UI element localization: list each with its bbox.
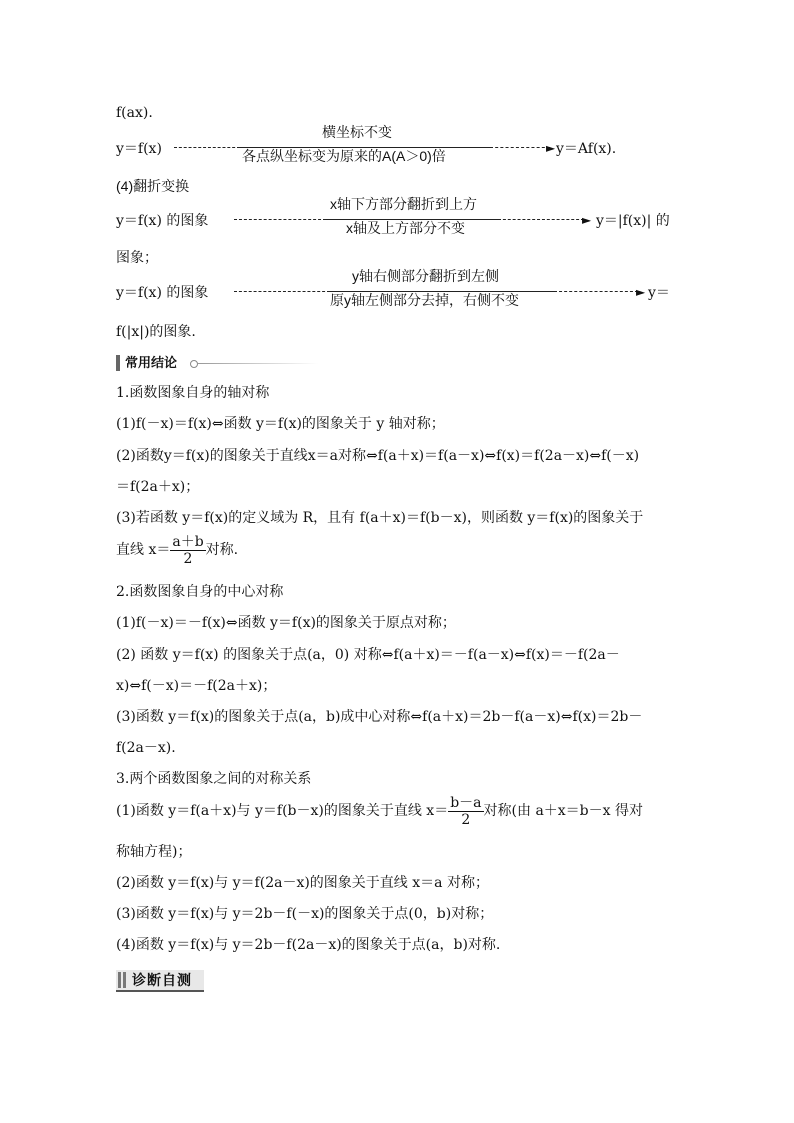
fraction-numerator: a＋b bbox=[172, 533, 204, 550]
row1-left: y＝f(x) bbox=[116, 141, 162, 157]
c3-item1a-post: 对称(由 a＋x＝b－x 得对 bbox=[483, 803, 643, 819]
c2-item3b: f(2a－x). bbox=[116, 740, 176, 756]
fade-rule bbox=[198, 363, 318, 364]
dashed-line bbox=[234, 291, 330, 292]
section-header bbox=[116, 354, 336, 372]
row3-right: y＝ bbox=[648, 285, 670, 301]
row2-condition-top: x轴下方部分翻折到上方 bbox=[330, 196, 477, 212]
transform-row-stretch bbox=[116, 126, 676, 170]
fraction bbox=[448, 795, 483, 828]
arrow-head-icon: ► bbox=[582, 213, 592, 227]
c3-item3: (3)函数 y＝f(x)与 y＝2b－f(－x)的图象关于点(0，b)对称； bbox=[116, 906, 494, 922]
row3-left: y＝f(x) 的图象 bbox=[116, 285, 209, 301]
fraction bbox=[170, 534, 205, 567]
c1-item1: (1)f(－x)＝f(x)⇔函数 y＝f(x)的图象关于 y 轴对称； bbox=[116, 416, 445, 432]
section-bar-icon bbox=[116, 355, 120, 371]
arrow-head-icon: ► bbox=[636, 285, 646, 299]
row3-condition-top: y轴右侧部分翻折到左侧 bbox=[352, 268, 499, 284]
c1-item3b-pre: 直线 x＝ bbox=[116, 542, 171, 558]
c3-title: 3.两个函数图象之间的对称关系 bbox=[116, 771, 312, 787]
c1-item2a: (2)函数y＝f(x)的图象关于直线x＝a对称⇔f(a＋x)＝f(a－x)⇔f(x)＝f(2a－x)⇔f(－x) bbox=[116, 448, 640, 464]
c3-item2: (2)函数 y＝f(x)与 y＝f(2a－x)的图象关于直线 x＝a 对称； bbox=[116, 875, 489, 891]
row2-right: y＝|f(x)| 的 bbox=[596, 213, 670, 229]
stripe-icon bbox=[118, 972, 121, 988]
row1-condition-bottom: 各点纵坐标变为原来的A(A＞0)倍 bbox=[242, 148, 446, 164]
section-title: 常用结论 bbox=[125, 355, 178, 370]
transform-row-flip-x bbox=[116, 198, 676, 242]
dashed-line bbox=[554, 291, 638, 292]
flip-heading: (4)翻折变换 bbox=[116, 178, 190, 194]
c1-item3b-post: 对称. bbox=[205, 542, 239, 558]
row1-right: y＝Af(x). bbox=[556, 141, 617, 157]
dashed-line bbox=[498, 219, 584, 220]
row3-tail: f(|x|)的图象. bbox=[116, 324, 196, 340]
c2-item2b: x)⇔f(－x)＝－f(2a＋x)； bbox=[116, 678, 277, 694]
c3-item4: (4)函数 y＝f(x)与 y＝2b－f(2a－x)的图象关于点(a，b)对称. bbox=[116, 937, 501, 953]
row2-left: y＝f(x) 的图象 bbox=[116, 213, 209, 229]
c1-item3a: (3)若函数 y＝f(x)的定义域为 R，且有 f(a＋x)＝f(b－x)，则函数 y＝f(x)的图象关于 bbox=[116, 510, 644, 526]
dashed-line bbox=[174, 147, 240, 148]
c3-item1a bbox=[116, 793, 643, 829]
c2-title: 2.函数图象自身的中心对称 bbox=[116, 584, 284, 600]
fraction-denominator: 2 bbox=[183, 550, 193, 567]
row3-condition-bottom: 原y轴左侧部分去掉，右侧不变 bbox=[330, 292, 519, 308]
c1-item2b: ＝f(2a＋x)； bbox=[116, 479, 200, 495]
c1-item3b bbox=[116, 532, 238, 568]
row1-condition-top: 横坐标不变 bbox=[322, 124, 392, 140]
transform-row-flip-y bbox=[116, 270, 676, 314]
arrow-head-icon: ► bbox=[546, 141, 556, 155]
row2-tail: 图象； bbox=[116, 250, 158, 266]
c3-item1a-pre: (1)函数 y＝f(a＋x)与 y＝f(b－x)的图象关于直线 x＝ bbox=[116, 803, 449, 819]
c2-item2a: (2) 函数 y＝f(x) 的图象关于点(a，0) 对称⇔f(a＋x)＝－f(a－x)⇔f(x)＝－f(2a－ bbox=[116, 647, 620, 663]
c1-title: 1.函数图象自身的轴对称 bbox=[116, 385, 270, 401]
dashed-line bbox=[490, 147, 550, 148]
stripe-icon bbox=[123, 972, 126, 988]
fax-tail: f(ax). bbox=[116, 105, 153, 121]
row2-condition-bottom: x轴及上方部分不变 bbox=[346, 220, 465, 236]
diagnose-header bbox=[116, 970, 204, 992]
fraction-numerator: b－a bbox=[450, 794, 482, 811]
c3-item1b: 称轴方程)； bbox=[116, 844, 192, 860]
diagnose-title: 诊断自测 bbox=[132, 972, 192, 988]
circle-dot-icon bbox=[190, 360, 198, 368]
c2-item3a: (3)函数 y＝f(x)的图象关于点(a，b)成中心对称⇔f(a＋x)＝2b－f(a－x)⇔f(x)＝2b－ bbox=[116, 709, 643, 725]
fraction-denominator: 2 bbox=[461, 811, 471, 828]
dashed-line bbox=[234, 219, 326, 220]
c2-item1: (1)f(－x)＝－f(x)⇔函数 y＝f(x)的图象关于原点对称； bbox=[116, 615, 456, 631]
